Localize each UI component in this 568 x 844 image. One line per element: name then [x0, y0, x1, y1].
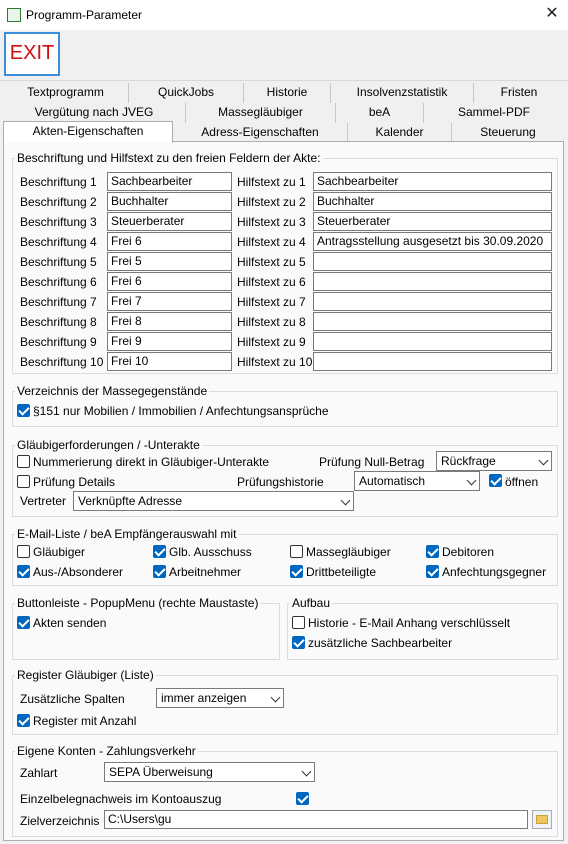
hilfstext-label: Hilfstext zu 2: [237, 195, 306, 209]
tab-bea[interactable]: beA: [336, 103, 424, 123]
email-option-checkbox[interactable]: [426, 565, 439, 578]
einzelbeleg-checkbox[interactable]: [296, 792, 309, 805]
beschriftung-label: Beschriftung 7: [20, 295, 97, 309]
toolbar-separator: [0, 80, 568, 81]
group-buttonleiste: [12, 603, 280, 660]
hilfstext-input[interactable]: [313, 352, 552, 371]
group-title-felder: Beschriftung und Hilfstext zu den freien Feldern der Akte:: [17, 151, 321, 165]
tab-verguetung-jveg[interactable]: Vergütung nach JVEG: [3, 103, 186, 123]
beschriftung-label: Beschriftung 6: [20, 275, 97, 289]
pruefung-null-label: Prüfung Null-Betrag: [319, 455, 425, 469]
beschriftung-input[interactable]: Frei 5: [107, 252, 232, 271]
chevron-down-icon: [302, 767, 312, 777]
chevron-down-icon: [539, 456, 549, 466]
tab-textprogramm[interactable]: Textprogramm: [3, 83, 129, 103]
tab-quickjobs[interactable]: QuickJobs: [129, 83, 244, 103]
akten-senden-checkbox[interactable]: [17, 616, 30, 629]
hilfstext-input[interactable]: [313, 332, 552, 351]
folder-icon: [536, 815, 548, 824]
beschriftung-input[interactable]: Steuerberater: [107, 212, 232, 231]
hilfstext-input[interactable]: [313, 272, 552, 291]
zielverzeichnis-label: Zielverzeichnis: [20, 814, 100, 828]
tab-sammel-pdf[interactable]: Sammel-PDF: [424, 103, 564, 123]
email-option-checkbox[interactable]: [153, 545, 166, 558]
tab-akten-eigenschaften[interactable]: Akten-Eigenschaften: [3, 121, 173, 143]
tab-fristen[interactable]: Fristen: [474, 83, 564, 103]
beschriftung-label: Beschriftung 10: [20, 355, 104, 369]
tab-adress-eigenschaften[interactable]: Adress-Eigenschaften: [173, 123, 348, 143]
beschriftung-input[interactable]: Frei 9: [107, 332, 232, 351]
email-option-label: Anfechtungsgegner: [442, 565, 547, 579]
email-option-label: Aus-/Absonderer: [33, 565, 124, 579]
beschriftung-input[interactable]: Sachbearbeiter: [107, 172, 232, 191]
pruefung-details-checkbox[interactable]: [17, 475, 30, 488]
zahlart-select[interactable]: [104, 762, 315, 782]
hilfstext-label: Hilfstext zu 3: [237, 215, 306, 229]
group-title-email: E-Mail-Liste / beA Empfängerauswahl mit: [17, 527, 237, 541]
hilfstext-label: Hilfstext zu 7: [237, 295, 306, 309]
chevron-down-icon: [271, 693, 281, 703]
zusaetzliche-spalten-label: Zusätzliche Spalten: [20, 692, 125, 706]
masse-label: §151 nur Mobilien / Immobilien / Anfechtungsansprüche: [33, 404, 329, 418]
historie-anhang-checkbox[interactable]: [292, 616, 305, 629]
email-option-checkbox[interactable]: [17, 545, 30, 558]
hilfstext-label: Hilfstext zu 1: [237, 175, 306, 189]
hilfstext-input[interactable]: [313, 292, 552, 311]
beschriftung-input[interactable]: Frei 8: [107, 312, 232, 331]
group-title-konten: Eigene Konten - Zahlungsverkehr: [17, 744, 196, 758]
app-icon: [7, 8, 21, 22]
chevron-down-icon: [467, 476, 477, 486]
email-option-checkbox[interactable]: [153, 565, 166, 578]
email-option-label: Gläubiger: [33, 545, 86, 559]
nummerierung-checkbox[interactable]: [17, 455, 30, 468]
pruefungshistorie-value: Automatisch: [359, 474, 426, 488]
zusaetzliche-spalten-value: immer anzeigen: [161, 691, 247, 705]
hilfstext-input[interactable]: [313, 252, 552, 271]
email-option-label: Glb. Ausschuss: [169, 545, 252, 559]
akten-senden-label: Akten senden: [33, 616, 107, 630]
beschriftung-input[interactable]: Frei 6: [107, 232, 232, 251]
group-title-buttonleiste: Buttonleiste - PopupMenu (rechte Maustaste): [17, 596, 259, 610]
tab-steuerung[interactable]: Steuerung: [452, 123, 564, 143]
pruefungshistorie-label: Prüfungshistorie: [237, 475, 324, 489]
hilfstext-input[interactable]: Sachbearbeiter: [313, 172, 552, 191]
zahlart-label: Zahlart: [20, 766, 58, 780]
historie-anhang-label: Historie - E-Mail Anhang verschlüsselt: [308, 616, 511, 630]
hilfstext-input[interactable]: Steuerberater: [313, 212, 552, 231]
einzelbeleg-label: Einzelbelegnachweis im Kontoauszug: [20, 792, 222, 806]
vertreter-select[interactable]: [73, 491, 354, 511]
masse-checkbox[interactable]: [17, 404, 30, 417]
email-option-label: Massegläubiger: [306, 545, 391, 559]
register-anzahl-label: Register mit Anzahl: [33, 714, 137, 728]
window-title: Programm-Parameter: [26, 8, 143, 22]
email-option-label: Arbeitnehmer: [169, 565, 242, 579]
vertreter-label: Vertreter: [20, 494, 67, 508]
hilfstext-label: Hilfstext zu 6: [237, 275, 306, 289]
beschriftung-label: Beschriftung 9: [20, 335, 97, 349]
beschriftung-label: Beschriftung 8: [20, 315, 97, 329]
pruefung-null-select[interactable]: [436, 451, 552, 471]
beschriftung-label: Beschriftung 5: [20, 255, 97, 269]
pruefungshistorie-select[interactable]: [354, 471, 480, 491]
zusaetzliche-sachbearbeiter-label: zusätzliche Sachbearbeiter: [308, 636, 453, 650]
zusaetzliche-spalten-select[interactable]: [156, 688, 284, 708]
oeffnen-label: öffnen: [505, 475, 539, 489]
tab-massglaeubiger[interactable]: Massegläubiger: [186, 103, 336, 123]
email-option-label: Drittbeteiligte: [306, 565, 377, 579]
email-option-checkbox[interactable]: [290, 565, 303, 578]
hilfstext-input[interactable]: Antragsstellung ausgesetzt bis 30.09.2020: [313, 232, 552, 251]
beschriftung-label: Beschriftung 3: [20, 215, 97, 229]
group-aufbau: [287, 603, 558, 660]
beschriftung-input[interactable]: Frei 10: [107, 352, 232, 371]
group-title-register: Register Gläubiger (Liste): [17, 668, 154, 682]
zusaetzliche-sachbearbeiter-checkbox[interactable]: [292, 636, 305, 649]
oeffnen-checkbox[interactable]: [489, 474, 502, 487]
beschriftung-label: Beschriftung 4: [20, 235, 97, 249]
zahlart-value: SEPA Überweisung: [109, 765, 213, 779]
group-title-glaeubiger: Gläubigerforderungen / -Unterakte: [17, 438, 200, 452]
hilfstext-label: Hilfstext zu 8: [237, 315, 306, 329]
email-option-checkbox[interactable]: [426, 545, 439, 558]
tab-insolvenzstatistik[interactable]: Insolvenzstatistik: [331, 83, 474, 103]
exit-button[interactable]: EXIT: [4, 32, 60, 76]
close-icon[interactable]: ✕: [545, 5, 559, 22]
group-title-aufbau: Aufbau: [292, 596, 331, 610]
beschriftung-label: Beschriftung 1: [20, 175, 97, 189]
beschriftung-input[interactable]: Frei 6: [107, 272, 232, 291]
email-option-checkbox[interactable]: [290, 545, 303, 558]
email-option-checkbox[interactable]: [17, 565, 30, 578]
hilfstext-input[interactable]: [313, 312, 552, 331]
beschriftung-input[interactable]: Buchhalter: [107, 192, 232, 211]
hilfstext-label: Hilfstext zu 10: [237, 355, 313, 369]
nummerierung-label: Nummerierung direkt in Gläubiger-Unterakte: [33, 455, 270, 469]
hilfstext-input[interactable]: Buchhalter: [313, 192, 552, 211]
beschriftung-label: Beschriftung 2: [20, 195, 97, 209]
tab-historie[interactable]: Historie: [244, 83, 331, 103]
group-title-masse: Verzeichnis der Massegegenstände: [17, 384, 208, 398]
tab-kalender[interactable]: Kalender: [348, 123, 452, 143]
hilfstext-label: Hilfstext zu 4: [237, 235, 306, 249]
browse-folder-button[interactable]: [532, 810, 552, 829]
hilfstext-label: Hilfstext zu 5: [237, 255, 306, 269]
hilfstext-label: Hilfstext zu 9: [237, 335, 306, 349]
email-option-label: Debitoren: [442, 545, 495, 559]
pruefung-null-value: Rückfrage: [441, 454, 496, 468]
zielverzeichnis-input[interactable]: C:\Users\gu: [104, 810, 528, 829]
register-anzahl-checkbox[interactable]: [17, 714, 30, 727]
pruefung-details-label: Prüfung Details: [33, 475, 116, 489]
beschriftung-input[interactable]: Frei 7: [107, 292, 232, 311]
chevron-down-icon: [341, 496, 351, 506]
vertreter-value: Verknüpfte Adresse: [78, 494, 183, 508]
